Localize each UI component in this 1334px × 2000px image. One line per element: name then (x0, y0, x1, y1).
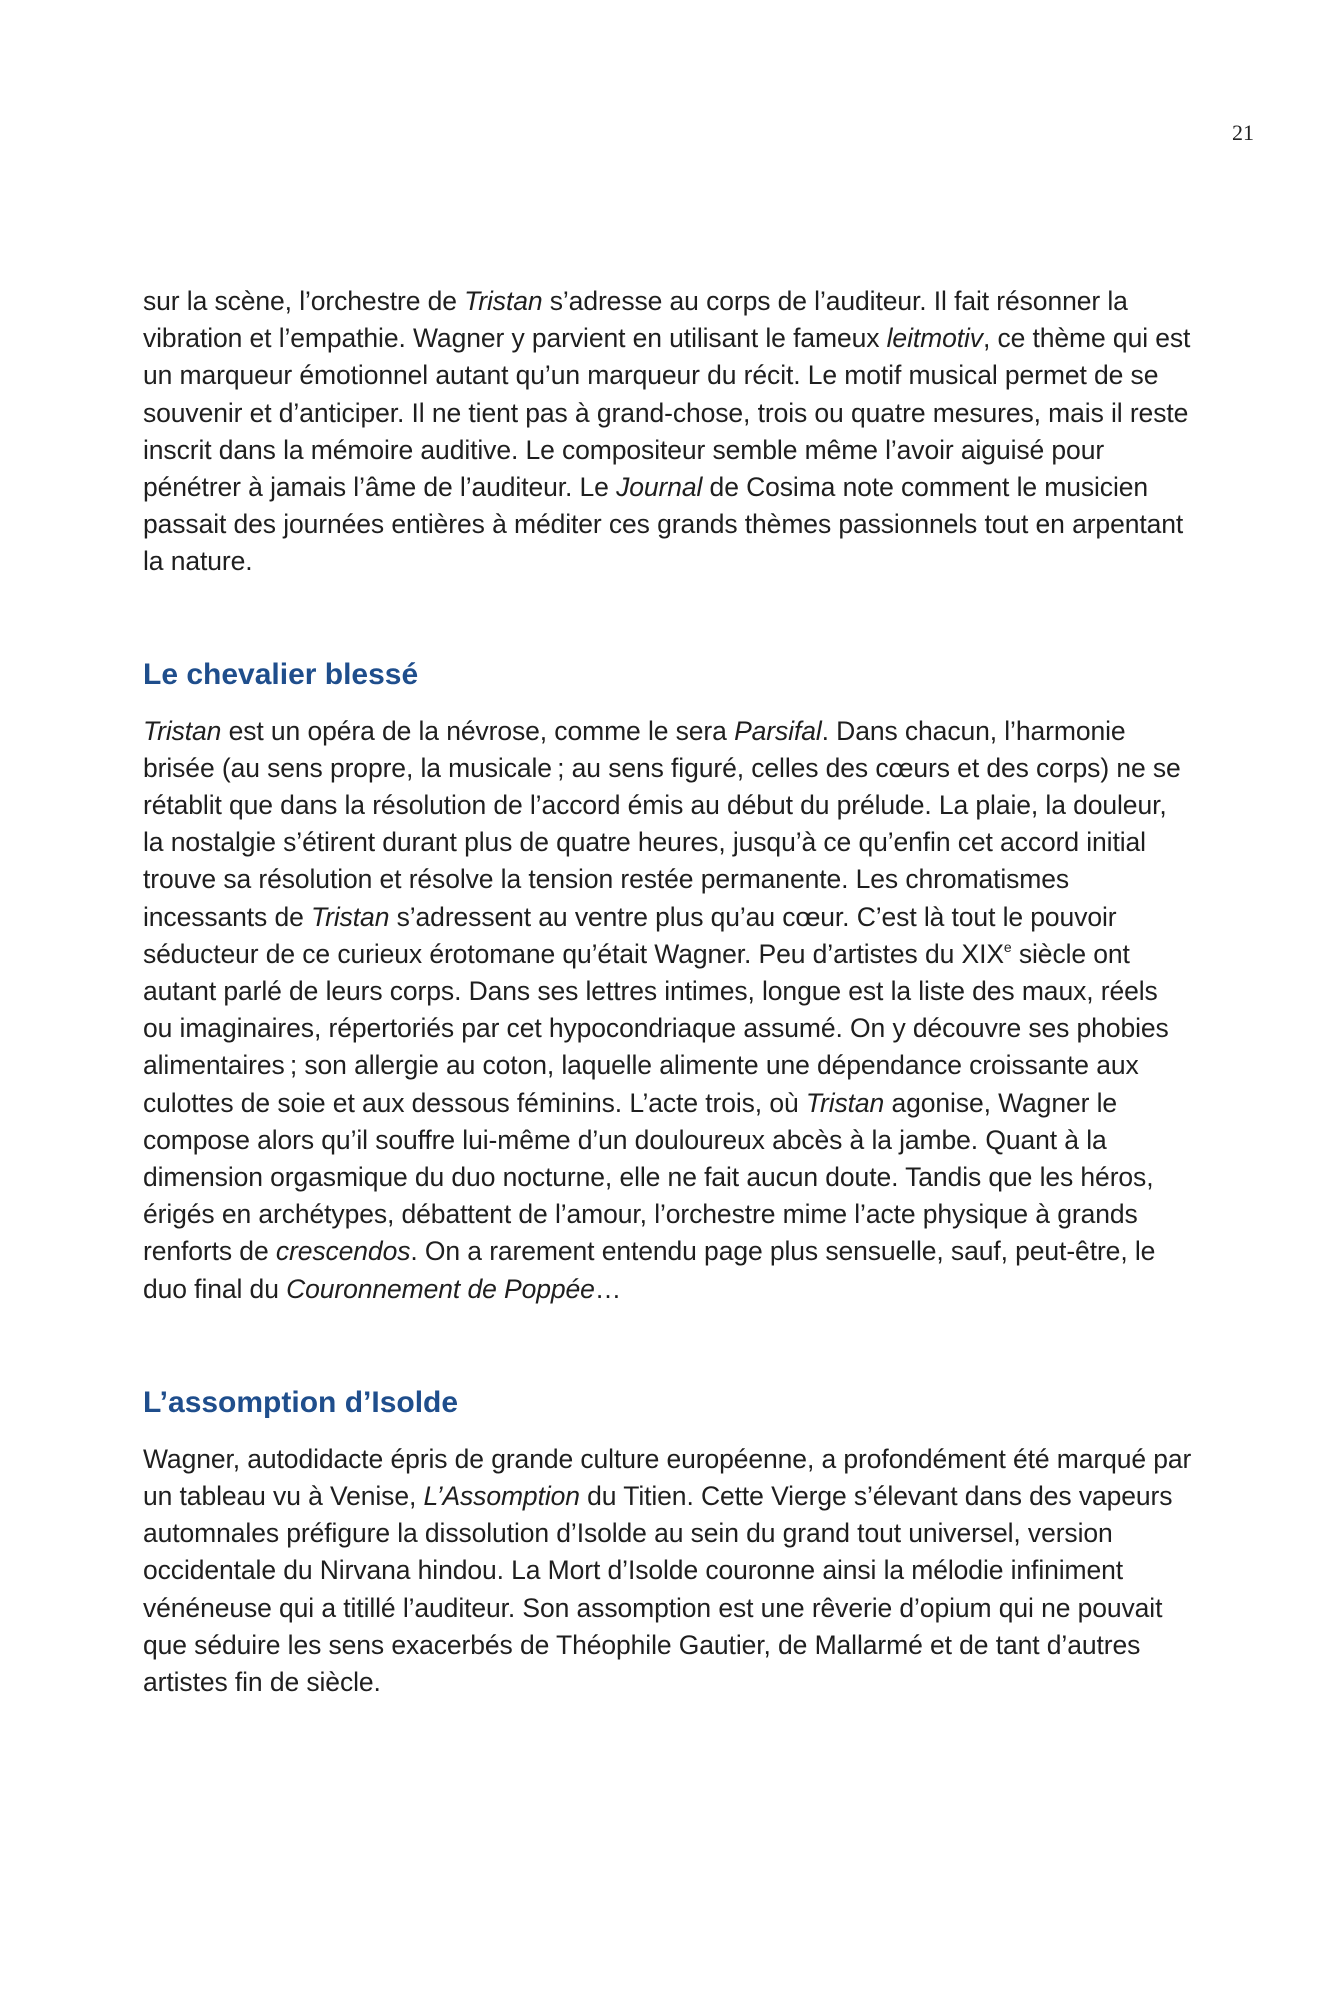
paragraph-chevalier (143, 713, 1193, 1308)
italic-title: Parsifal (734, 715, 822, 746)
text-run: s’adressent au ventre plus qu’au cœur. C’est là tout le pouvoir séducteur de ce curieux érotomane qu’était Wagner. Peu d’artistes du XIX (143, 901, 1117, 969)
text-run: . Dans chacun, l’harmonie brisée (au sens propre, la musicale ; au sens figuré, celles des cœurs et des corps) ne se rétablit que dans la résolution de l’accord émis au début du prélude. La plaie, la douleur, la nostalgie s’étirent durant plus de quatre heures, jusqu’à ce qu’enfin cet accord initial trouve sa résolution et résolve la tension restée permanente. Les chromatismes incessants de (143, 715, 1181, 932)
page-content (143, 283, 1193, 1701)
italic-term: leitmotiv (886, 323, 983, 354)
superscript: e (1003, 938, 1012, 955)
italic-title: Journal (616, 472, 703, 503)
text-run: s’adresse au corps de l’auditeur. Il fait résonner la vibration et l’empathie. Wagner y parvient en utilisant le fameux (143, 286, 1128, 354)
text-run: Wagner, autodidacte épris de grande culture européenne, a profondément été marqué par un tableau vu à Venise, (143, 1443, 1192, 1512)
text-run: . On a rarement entendu page plus sensuelle, sauf, peut-être, le duo final du (143, 1236, 1156, 1304)
italic-title: Tristan (143, 715, 222, 746)
text-run: est un opéra de la névrose, comme le sera (221, 715, 735, 746)
text-run: , ce thème qui est un marqueur émotionnel autant qu’un marqueur du récit. Le motif musical permet de se souvenir et d’anticiper. Il ne tient pas à grand-chose, trois ou quatre mesures, mais il reste inscrit dans la mémoire auditive. Le compositeur semble même l’avoir aiguisé pour pénétrer à jamais l’âme de l’auditeur. Le (143, 323, 1191, 503)
text-run: du Titien. Cette Vierge s’élevant dans des vapeurs automnales préfigure la dissolution d’Isolde au sein du grand tout universel, version occidentale du Nirvana hindou. La Mort d’Isolde couronne ainsi la mélodie infiniment vénéneuse qui a titillé l’auditeur. Son assomption est une rêverie d’opium qui ne pouvait que séduire les sens exacerbés de Théophile Gautier, de Mallarmé et de tant d’autres artistes fin de siècle. (143, 1481, 1173, 1698)
section-heading: Le chevalier blessé (143, 657, 419, 691)
italic-title: Tristan (311, 901, 390, 932)
text-run: siècle ont autant parlé de leurs corps. Dans ses lettres intimes, longue est la liste des maux, réels ou imaginaires, répertoriés par cet hypocondriaque assumé. On y découvre ses phobies alimentaires ; son allergie au coton, laquelle alimente une dépendance croissante aux culottes de soie et aux dessous féminins. L’acte trois, où (143, 938, 1169, 1118)
text-run: sur la scène, l’orchestre de (143, 286, 465, 316)
text-run: agonise, Wagner le compose alors qu’il souffre lui-même d’un douloureux abcès à la jambe. Quant à la dimension orgasmique du duo nocturne, elle ne fait aucun doute. Tandis que les héros, érigés en archétypes, débattent de l’amour, l’orchestre mime l’acte physique à grands renforts de (143, 1087, 1154, 1267)
paragraph-intro (143, 283, 1193, 581)
italic-title: Tristan (464, 286, 543, 316)
italic-title: Couronnement de Poppée (286, 1273, 595, 1304)
italic-term: crescendos (275, 1236, 411, 1267)
italic-title: Tristan (805, 1087, 885, 1118)
italic-title: L’Assomption (423, 1481, 580, 1512)
section-heading: L’assomption d’Isolde (143, 1385, 459, 1419)
page-number: 21 (1232, 120, 1254, 145)
text-run: de Cosima note comment le musicien passait des journées entières à méditer ces grands thèmes passionnels tout en arpentant la nature. (143, 472, 1184, 577)
text-run: … (594, 1273, 622, 1304)
paragraph-assomption (143, 1441, 1193, 1701)
